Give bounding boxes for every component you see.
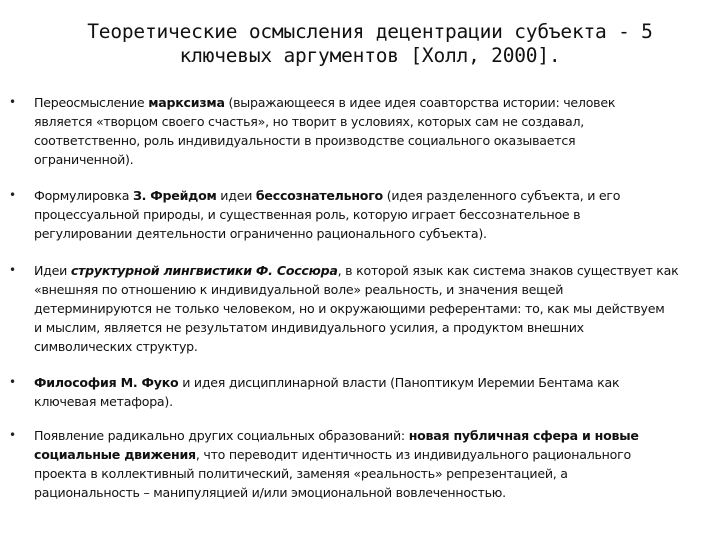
bullet-marker: • [9,428,17,442]
text-run: Появление радикально других социальных образований: [34,428,409,443]
bullet-text [34,93,700,169]
text-run: идеи [216,188,256,203]
bullet-line [34,186,700,205]
emphasis-saussure: структурной лингвистики Ф. Соссюра [70,263,338,278]
bullet-line: процессуальной природы, и существенная роль, которую играет бессознательное в [34,207,581,222]
emphasis-marxism: марксизма [148,95,225,110]
slide-title-line: Теоретические осмысления децентрации субъекта - 5 [87,20,653,43]
emphasis-social-movements: социальные движения [34,447,196,462]
bullet-text [34,261,700,356]
bullet-line: ограниченной). [34,152,134,167]
bullet-line: детерминируются не только человеком, но и окружающими референтами: то, как мы действуем [34,301,665,316]
bullet-line: символических структур. [34,339,198,354]
text-run: Формулировка [34,188,133,203]
slide-title [40,20,700,68]
text-run: , что переводит идентичность из индивидуального рационального [195,447,631,462]
bullet-marker: • [9,188,17,202]
bullet-marker: • [9,95,17,109]
bullet-text [34,426,700,502]
emphasis-new-public-sphere: новая публичная сфера и новые [408,428,639,443]
bullet-line [34,93,700,112]
bullet-line [34,373,700,392]
bullet-line: соответственно, роль индивидуальности в производстве социального оказывается [34,133,576,148]
bullet-line: ключевая метафора). [34,394,173,409]
bullet-line: регулировании деятельности ограниченно рационального субъекта). [34,226,487,241]
bullet-line: рациональность – манипуляцией и/или эмоциональной вовлеченностью. [34,485,506,500]
bullet-line: является «творцом своего счастья», но творит в условиях, которых сам не создавал, [34,114,585,129]
bullet-text [34,373,700,411]
bullet-line: и мыслим, является не результатом индивидуального усилия, а продуктом внешних [34,320,584,335]
bullet-text [34,186,700,243]
bullet-marker: • [9,263,17,277]
bullet-line [34,426,700,445]
bullet-marker: • [9,375,17,389]
bullet-line: «внешняя по отношению к индивидуальной воле» реальность, и значения вещей [34,282,564,297]
bullet-line: проекта в коллективный политический, заменяя «реальность» репрезентацией, а [34,466,568,481]
bullet-line [34,261,700,280]
text-run: и идея дисциплинарной власти (Паноптикум Иеремии Бентама как [178,375,620,390]
text-run: (выражающееся в идее идея соавторства истории: человек [224,95,616,110]
text-run: , в которой язык как система знаков существует как [337,263,679,278]
emphasis-freud: З. Фрейдом [132,188,217,203]
text-run: (идея разделенного субъекта, и его [382,188,621,203]
text-run: Идеи [34,263,71,278]
bullet-line [34,445,700,464]
slide-title-line: ключевых аргументов [Холл, 2000]. [179,44,561,67]
text-run: Переосмысление [34,95,149,110]
emphasis-foucault: Философия М. Фуко [34,375,179,390]
emphasis-unconscious: бессознательного [255,188,383,203]
